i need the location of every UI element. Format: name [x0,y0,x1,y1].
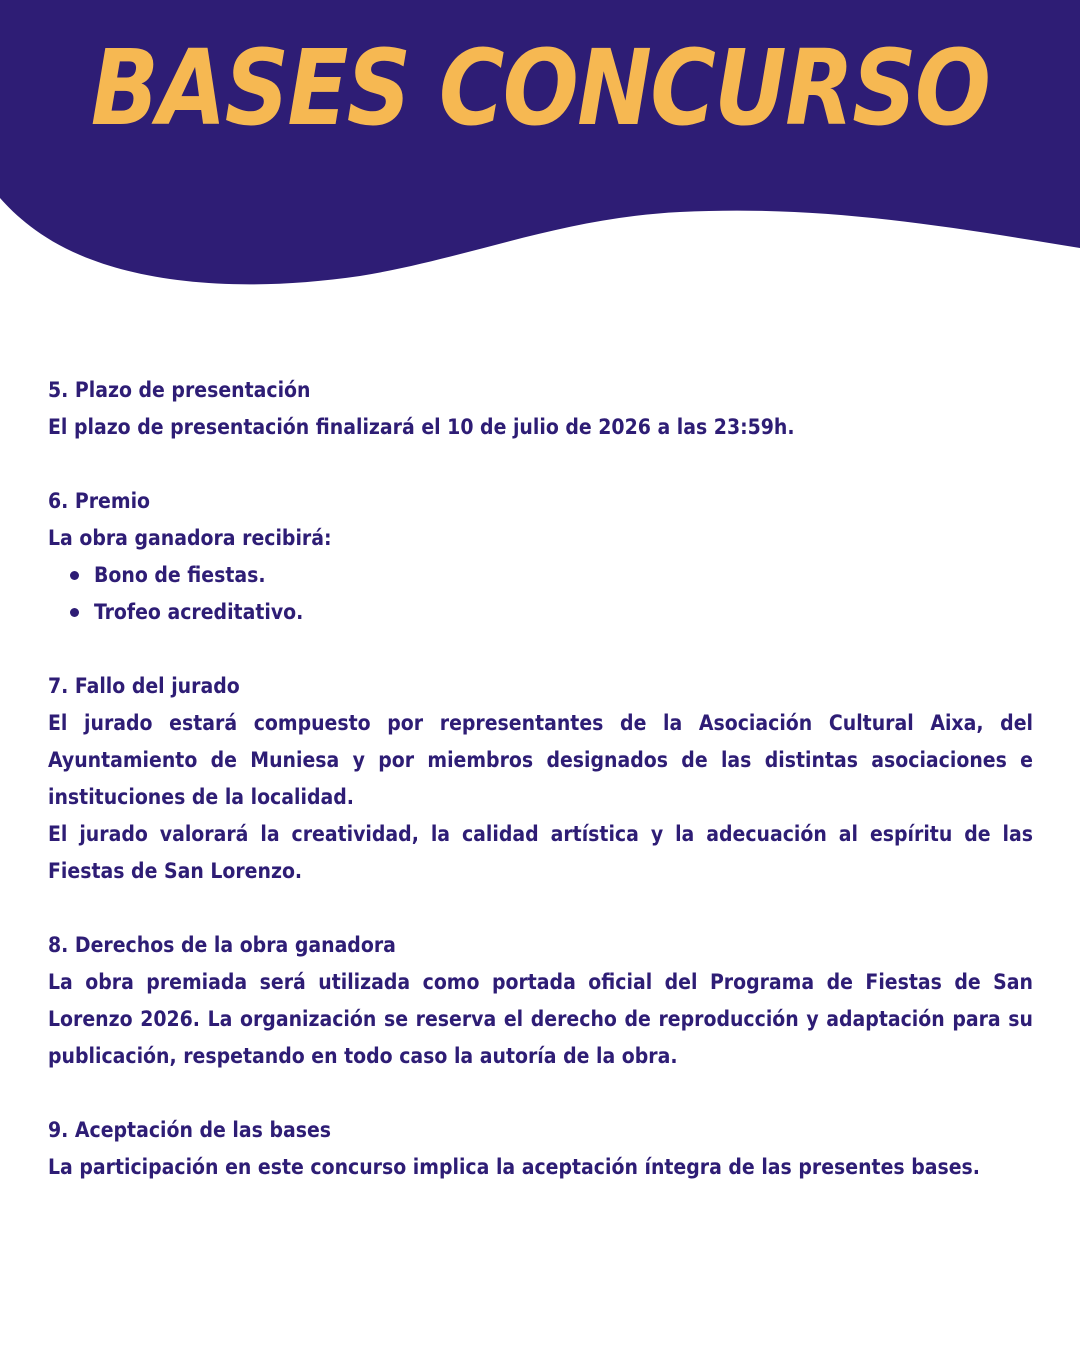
list-item [94,594,1033,631]
section-paragraph: El plazo de presentación finalizará el 10 de julio de 2026 a las 23:59h. [48,415,795,439]
section-plazo [48,372,1033,446]
section-heading: 5. Plazo de presentación [48,378,311,402]
bullet-icon [70,571,79,580]
section-paragraph: La obra ganadora recibirá: [48,526,332,550]
section-paragraph: La participación en este concurso implica la aceptación íntegra de las presentes bases. [48,1155,980,1179]
section-derechos [48,927,1033,1075]
section-paragraph: La obra premiada será utilizada como portada oficial del Programa de Fiestas de San Lorenzo 2026. La organización se reserva el derecho de reproducción y adaptación para su publicación, respetando en todo caso la autoría de la obra. [48,970,1033,1068]
section-heading: 9. Aceptación de las bases [48,1118,332,1142]
prize-list [48,557,1033,631]
section-paragraph: El jurado estará compuesto por representantes de la Asociación Cultural Aixa, del Ayuntamiento de Muniesa y por miembros designados de las distintas asociaciones e instituciones de la localidad. [48,711,1033,809]
page-title: BASES CONCURSO [90,27,990,149]
section-heading: 7. Fallo del jurado [48,674,240,698]
rules-content [48,372,1033,1223]
section-paragraph: El jurado valorará la creatividad, la calidad artística y la adecuación al espíritu de las Fiestas de San Lorenzo. [48,822,1033,883]
header-banner [0,0,1080,290]
list-item-label: Trofeo acreditativo. [94,600,304,624]
section-fallo [48,668,1033,890]
bullet-icon [70,608,79,617]
section-aceptacion [48,1112,1033,1186]
section-premio [48,483,1033,631]
section-heading: 6. Premio [48,489,151,513]
list-item-label: Bono de fiestas. [94,563,266,587]
list-item [94,557,1033,594]
section-heading: 8. Derechos de la obra ganadora [48,933,396,957]
